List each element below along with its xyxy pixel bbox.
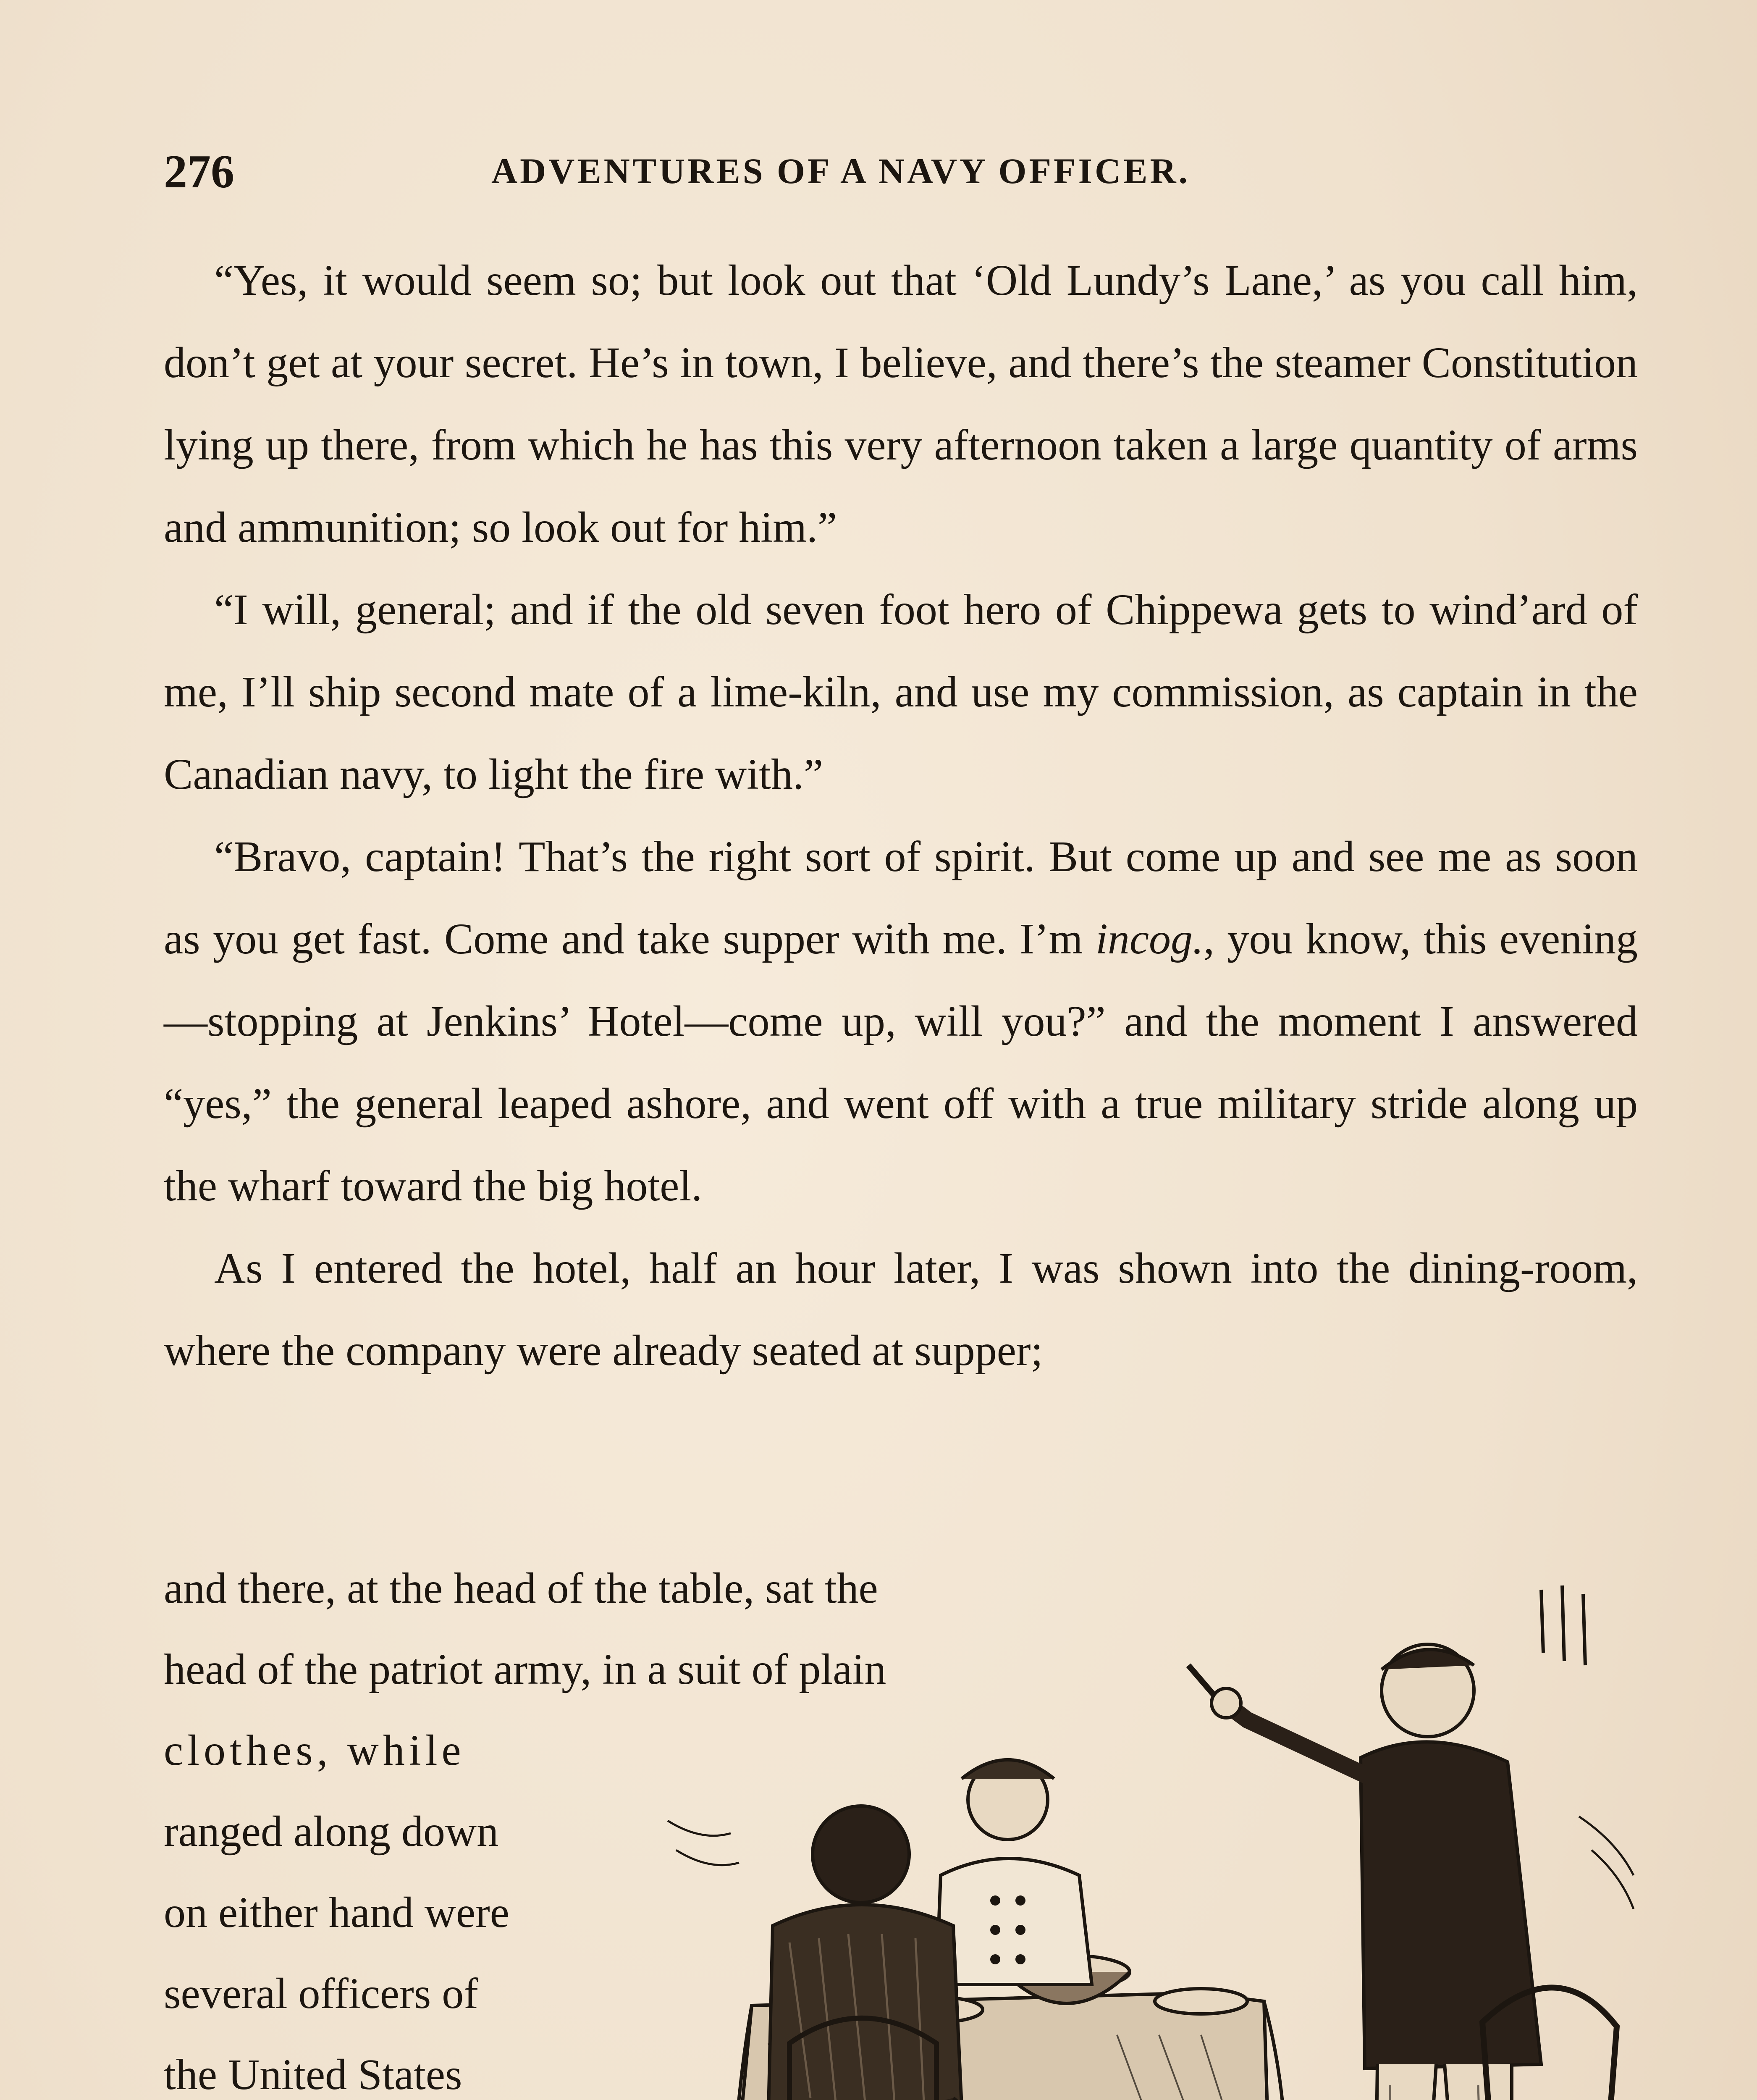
- paragraph-2: “I will, general; and if the old seven foot hero of Chippewa gets to wind’ard of me, I’ll ship second mate of a lime-kiln, and use my commission, as captain in the Canadian navy, to light the fire with.”: [164, 585, 1638, 798]
- text-wrap-around-illustration: [164, 1548, 1638, 2100]
- running-head: ADVENTURES OF A NAVY OFFICER.: [491, 151, 1191, 191]
- paragraph-3-start: “Bravo, captain! That’s the right sort of spirit. But come up and see me as soon as you get fast. Come and take supper with me. I’m: [164, 832, 1638, 963]
- wrapped-line: on either hand were: [164, 1888, 509, 1937]
- supper-scene-engraving: [592, 1581, 1638, 2100]
- wrapped-line: the United States: [164, 2050, 462, 2099]
- engraving-illustration: [592, 1581, 1638, 2100]
- wrapped-line: ranged along down: [164, 1807, 499, 1856]
- wrapped-line: several officers of: [164, 1969, 478, 2018]
- paragraph-3: [164, 816, 1638, 1227]
- page-header: [164, 145, 1638, 208]
- body-text: [164, 239, 1638, 1392]
- wrapped-line: clothes, while: [164, 1726, 465, 1774]
- page-number: 276: [164, 146, 234, 198]
- paragraph-1: “Yes, it would seem so; but look out that ‘Old Lundy’s Lane,’ as you call him, don’t get at your secret. He’s in town, I believe, and there’s the steamer Constitution lying up there, from which he has this very afternoon taken a large quantity of arms and ammunition; so look out for him.”: [164, 256, 1638, 551]
- paragraph-4-intro: As I entered the hotel, half an hour later, I was shown into the dining-room, where the company were already seated at supper;: [164, 1244, 1638, 1375]
- paragraph-3-italic: incog.: [1095, 915, 1204, 963]
- wrapped-line: and there, at the head of the table, sat the: [164, 1564, 878, 1612]
- wrapped-line: head of the patriot army, in a suit of plain: [164, 1645, 886, 1693]
- paragraph-3-end: , you know, this evening—stopping at Jenkins’ Hotel—come up, will you?” and the moment I answered “yes,” the general leaped ashore, and went off with a true military stride along up the wharf toward the big hotel.: [164, 915, 1638, 1210]
